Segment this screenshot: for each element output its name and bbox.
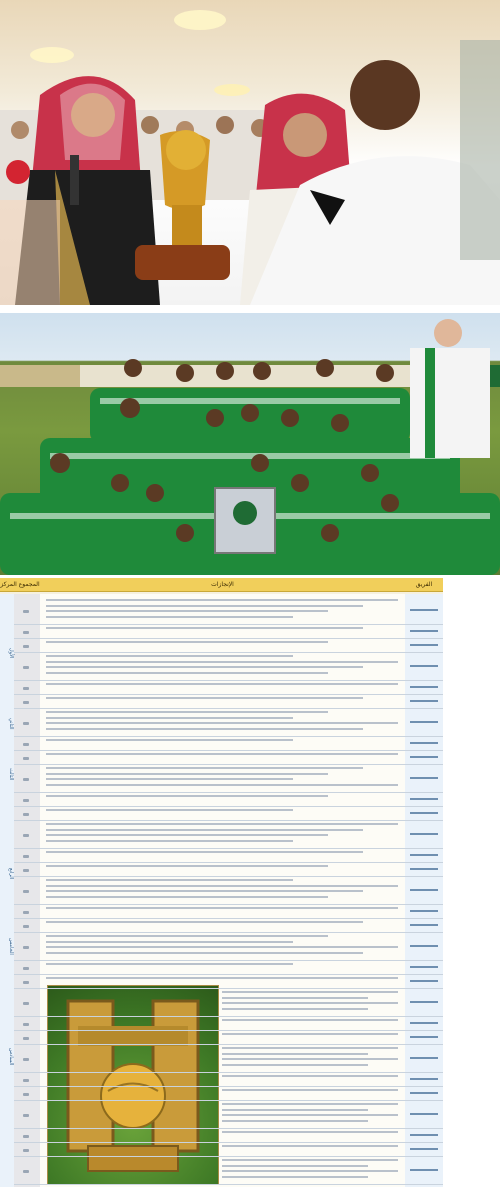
group-label-1: الأول	[8, 648, 14, 659]
header-total: المجموع	[18, 581, 40, 588]
row-divider	[14, 820, 443, 821]
achievement-text-line	[46, 683, 398, 685]
group-label-4: الرابع	[8, 868, 14, 880]
row-divider	[14, 876, 443, 877]
rank-marker	[23, 610, 29, 613]
group-label-5: الخامس	[8, 938, 14, 955]
row-divider	[14, 792, 443, 793]
achievement-text-line	[46, 865, 328, 867]
row-divider	[14, 638, 443, 639]
group-label-2: الثاني	[8, 718, 14, 730]
achievement-text-line	[46, 728, 363, 730]
row-divider	[14, 624, 443, 625]
rank-marker	[23, 1079, 29, 1082]
row-divider	[14, 932, 443, 933]
row-divider	[14, 974, 443, 975]
row-divider	[14, 694, 443, 695]
achievement-text-line	[46, 773, 328, 775]
row-divider	[14, 1030, 443, 1031]
achievement-text-line	[222, 1120, 368, 1122]
row-divider	[14, 680, 443, 681]
team-name-line	[410, 630, 438, 632]
rank-marker	[23, 722, 29, 725]
trophy-presentation-illustration	[0, 0, 500, 305]
achievement-text-line	[222, 1002, 398, 1004]
table-header-team: الفريق	[405, 578, 443, 592]
rank-marker	[23, 834, 29, 837]
achievement-text-line	[46, 655, 293, 657]
achievement-text-line	[222, 1047, 398, 1049]
achievement-text-line	[46, 977, 398, 979]
achievement-text-line	[222, 1058, 398, 1060]
achievement-text-line	[222, 1089, 398, 1091]
rank-marker	[23, 1037, 29, 1040]
achievement-text-line	[46, 952, 363, 954]
achievement-text-line	[46, 599, 398, 601]
team-name-line	[410, 980, 438, 982]
rank-marker	[23, 666, 29, 669]
rank-marker	[23, 743, 29, 746]
rank-marker	[23, 890, 29, 893]
team-name-line	[410, 1022, 438, 1024]
team-name-line	[410, 609, 438, 611]
achievement-text-line	[46, 697, 363, 699]
team-name-line	[410, 1078, 438, 1080]
rank-marker	[23, 1135, 29, 1138]
rank-marker	[23, 925, 29, 928]
achievement-text-line	[46, 627, 363, 629]
achievement-text-line	[222, 1075, 398, 1077]
team-name-line	[410, 1148, 438, 1150]
achievement-text-line	[222, 1103, 398, 1105]
rank-marker	[23, 869, 29, 872]
rank-marker	[23, 1002, 29, 1005]
achievement-text-line	[46, 661, 398, 663]
achievement-text-line	[46, 739, 293, 741]
row-divider	[14, 1142, 443, 1143]
achievement-text-line	[222, 1145, 398, 1147]
team-name-line	[410, 812, 438, 814]
rank-marker	[23, 1149, 29, 1152]
row-divider	[14, 1156, 443, 1157]
achievement-text-line	[222, 1114, 398, 1116]
achievements-table-panel	[0, 578, 500, 1187]
rank-marker	[23, 855, 29, 858]
rank-marker	[23, 799, 29, 802]
team-name-line	[410, 854, 438, 856]
row-divider	[14, 848, 443, 849]
achievement-text-line	[46, 711, 328, 713]
team-group-photo	[0, 313, 500, 575]
achievement-text-line	[46, 795, 328, 797]
team-name-line	[410, 686, 438, 688]
achievement-text-line	[222, 1159, 398, 1161]
achievement-text-line	[46, 879, 293, 881]
team-name-line	[410, 889, 438, 891]
rank-marker	[23, 1058, 29, 1061]
achievement-text-line	[222, 1165, 368, 1167]
rank-marker	[23, 1023, 29, 1026]
team-name-line	[410, 1092, 438, 1094]
row-divider	[14, 736, 443, 737]
team-name-line	[410, 910, 438, 912]
team-name-line	[410, 1001, 438, 1003]
rank-marker	[23, 967, 29, 970]
achievement-text-line	[46, 616, 293, 618]
team-group-illustration	[0, 313, 500, 575]
achievement-text-line	[46, 809, 293, 811]
team-name-line	[410, 721, 438, 723]
row-divider	[14, 1016, 443, 1017]
row-divider	[14, 918, 443, 919]
achievement-text-line	[222, 1033, 398, 1035]
achievement-text-line	[46, 823, 398, 825]
achievement-text-line	[46, 941, 293, 943]
team-name-line	[410, 742, 438, 744]
group-label-3: الثالث	[8, 768, 14, 781]
team-name-line	[410, 924, 438, 926]
rank-marker	[23, 911, 29, 914]
team-name-line	[410, 1113, 438, 1115]
achievement-text-line	[46, 717, 293, 719]
row-divider	[14, 1128, 443, 1129]
rank-marker	[23, 1114, 29, 1117]
achievement-text-line	[46, 778, 293, 780]
side-photo-column	[443, 578, 500, 1187]
rank-marker	[23, 645, 29, 648]
achievement-text-line	[222, 1008, 368, 1010]
achievement-text-line	[46, 946, 398, 948]
achievement-text-line	[46, 666, 363, 668]
trophy-inset-photo	[47, 985, 219, 1185]
achievement-text-line	[222, 1053, 368, 1055]
row-divider	[14, 708, 443, 709]
achievement-text-line	[46, 767, 363, 769]
achievement-text-line	[222, 997, 368, 999]
row-divider	[14, 862, 443, 863]
row-divider	[14, 1072, 443, 1073]
table-header-achievements: الإنجازات	[40, 578, 405, 592]
rank-marker	[23, 757, 29, 760]
row-divider	[14, 960, 443, 961]
achievement-text-line	[222, 1176, 368, 1178]
team-name-line	[410, 700, 438, 702]
achievement-text-line	[46, 907, 398, 909]
achievement-text-line	[46, 829, 363, 831]
header-rank: المركز	[0, 581, 17, 588]
team-name-line	[410, 1036, 438, 1038]
rank-marker	[23, 813, 29, 816]
achievement-text-line	[46, 963, 293, 965]
achievement-text-line	[46, 605, 363, 607]
team-name-line	[410, 665, 438, 667]
team-name-line	[410, 756, 438, 758]
table-header-rank-total	[0, 578, 40, 592]
row-divider	[14, 988, 443, 989]
rank-marker	[23, 701, 29, 704]
team-name-line	[410, 868, 438, 870]
row-divider	[14, 750, 443, 751]
achievement-text-line	[46, 921, 363, 923]
team-name-line	[410, 1169, 438, 1171]
group-label-column	[0, 594, 14, 1187]
achievement-text-line	[222, 1064, 368, 1066]
achievement-text-line	[46, 851, 363, 853]
row-divider	[14, 904, 443, 905]
row-divider	[14, 764, 443, 765]
achievement-text-line	[46, 935, 328, 937]
team-name-line	[410, 798, 438, 800]
achievement-text-line	[46, 896, 328, 898]
row-divider	[14, 806, 443, 807]
achievement-text-line	[46, 672, 328, 674]
achievement-text-line	[222, 1131, 398, 1133]
team-name-line	[410, 644, 438, 646]
achievement-text-line	[222, 991, 398, 993]
achievement-text-line	[222, 1019, 398, 1021]
team-name-line	[410, 777, 438, 779]
rank-marker	[23, 1093, 29, 1096]
achievement-text-line	[46, 610, 328, 612]
team-name-line	[410, 1134, 438, 1136]
rank-marker	[23, 981, 29, 984]
achievement-text-line	[46, 753, 398, 755]
row-divider	[14, 1184, 443, 1185]
rank-marker	[23, 778, 29, 781]
row-divider	[14, 652, 443, 653]
row-divider	[14, 1044, 443, 1045]
team-name-line	[410, 1057, 438, 1059]
achievement-text-line	[46, 784, 398, 786]
trophy-presentation-photo	[0, 0, 500, 305]
achievement-text-line	[46, 840, 293, 842]
rank-marker	[23, 687, 29, 690]
achievement-text-line	[46, 641, 328, 643]
achievement-text-line	[46, 834, 328, 836]
group-label-6: السادس	[8, 1048, 14, 1066]
achievement-text-line	[46, 722, 398, 724]
row-divider	[14, 1100, 443, 1101]
team-name-line	[410, 945, 438, 947]
achievement-text-line	[46, 890, 363, 892]
rank-marker	[23, 946, 29, 949]
rank-marker	[23, 631, 29, 634]
achievement-text-line	[222, 1109, 368, 1111]
team-name-line	[410, 833, 438, 835]
achievement-text-line	[46, 885, 398, 887]
rank-marker	[23, 1170, 29, 1173]
achievement-text-line	[222, 1170, 398, 1172]
row-divider	[14, 1086, 443, 1087]
team-name-line	[410, 966, 438, 968]
